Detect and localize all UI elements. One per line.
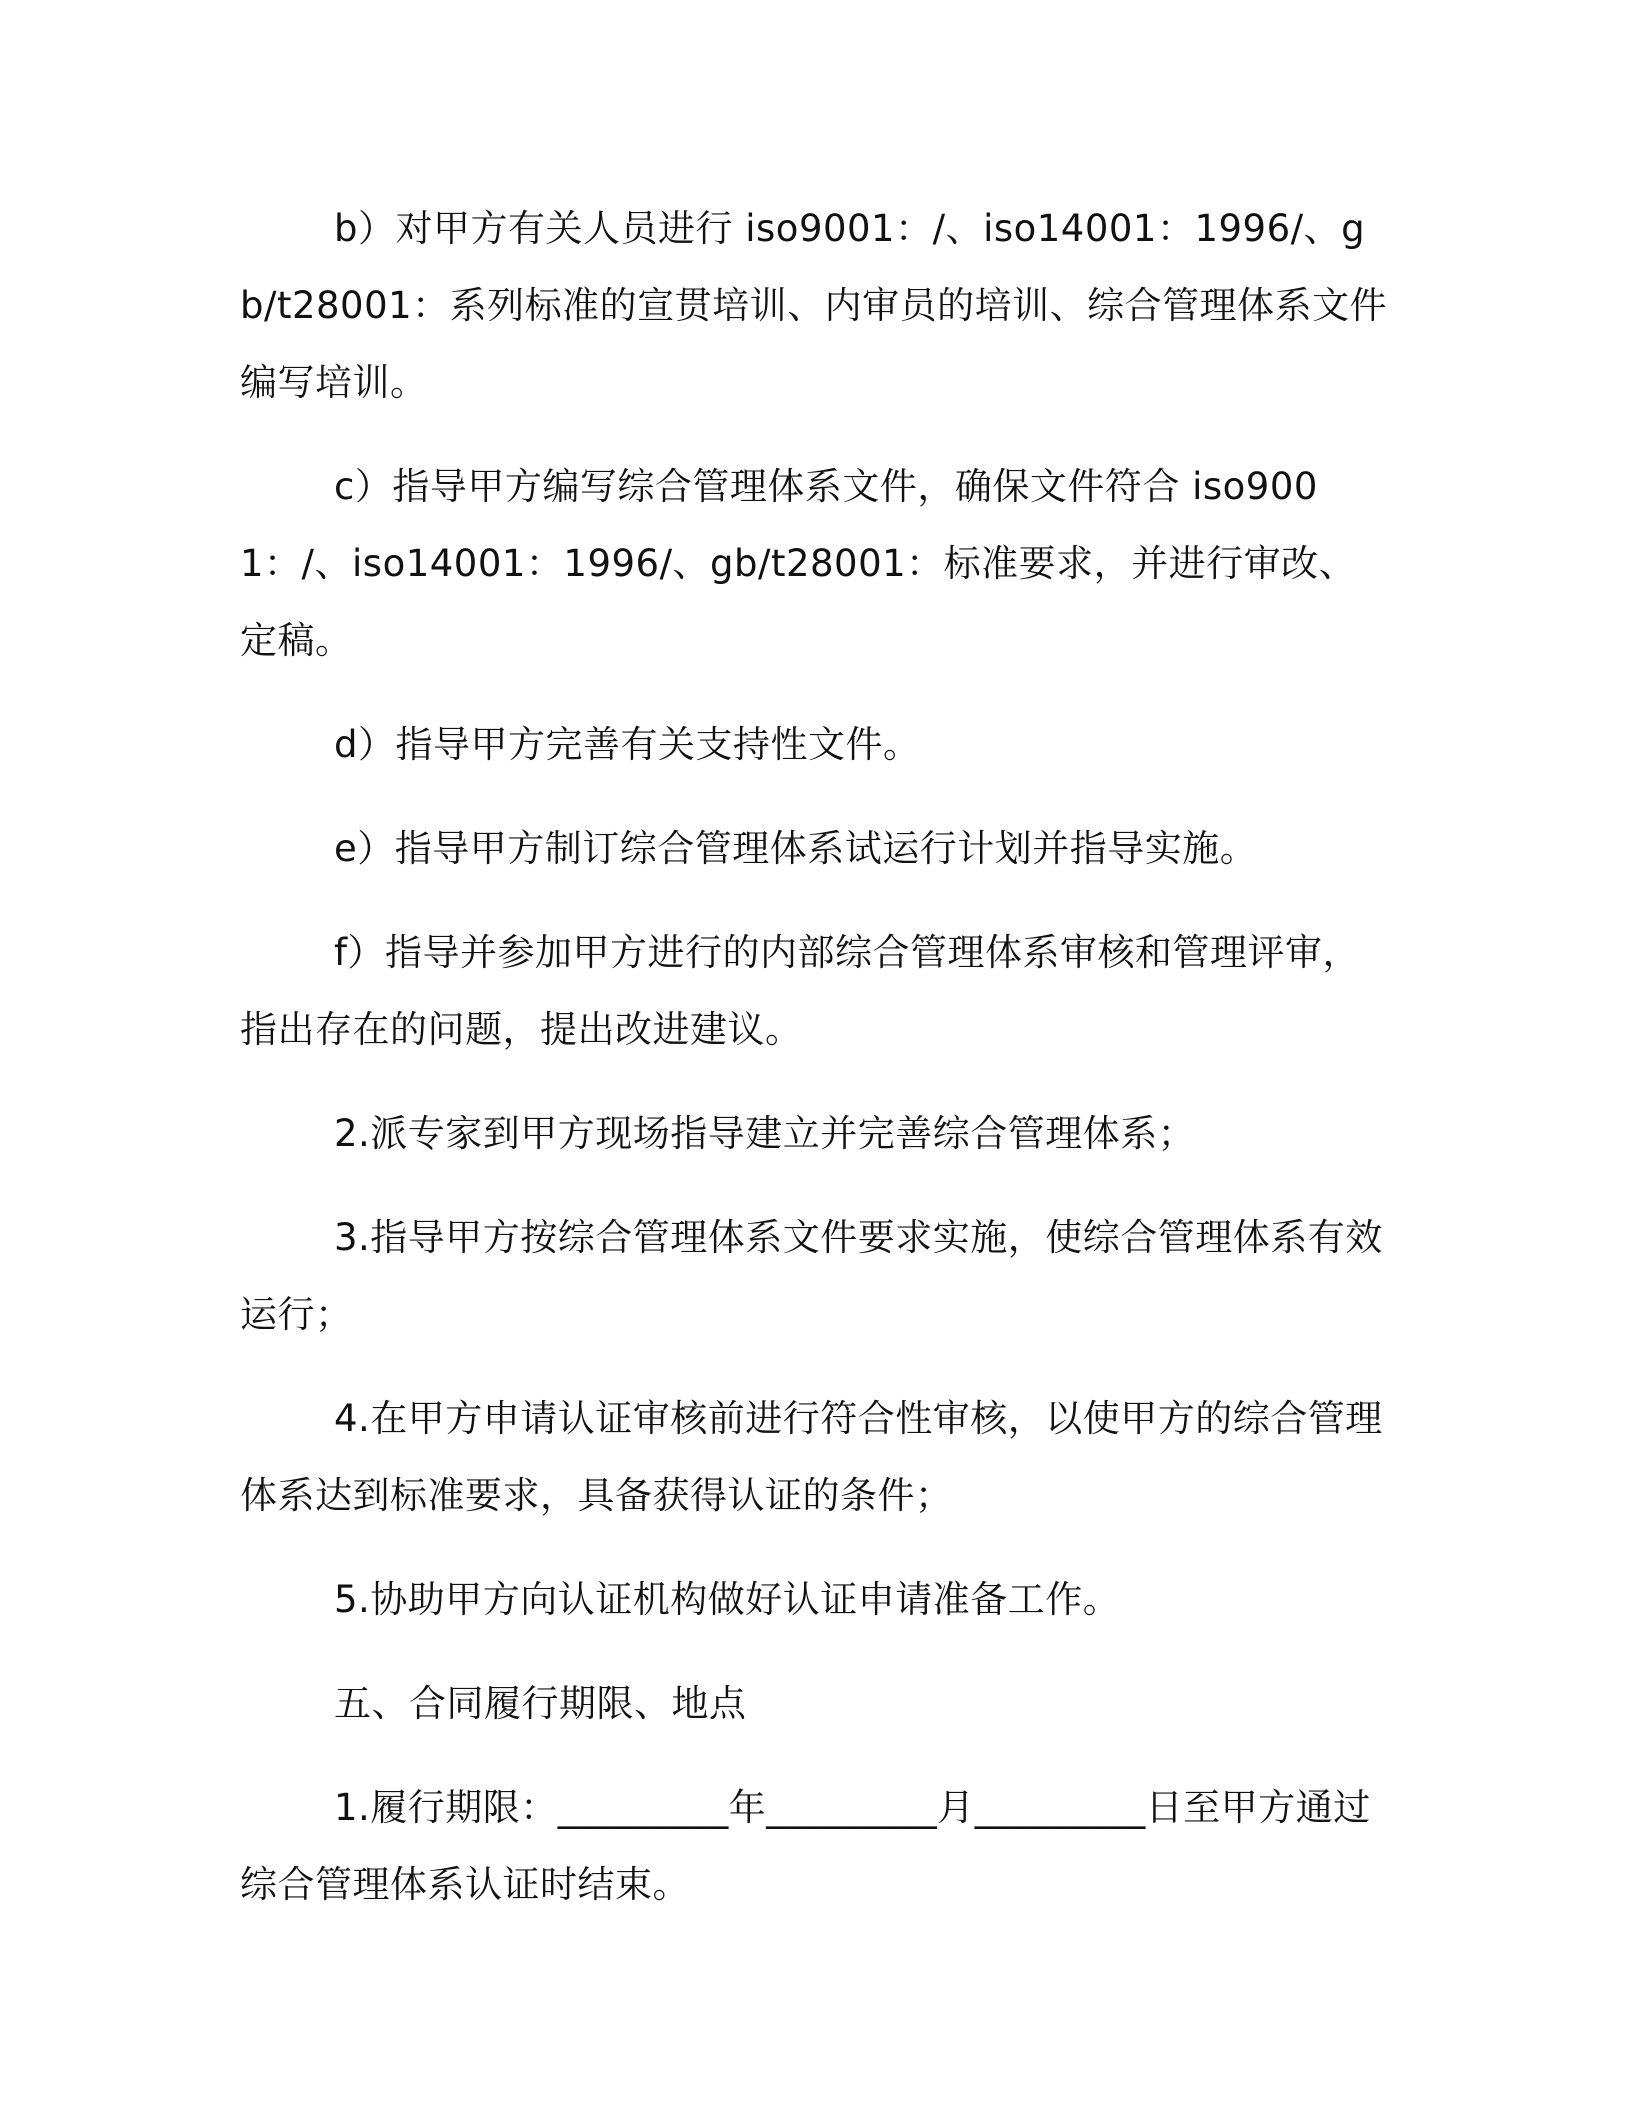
- paragraph-performance-term: 1.履行期限：_________年_________月_________日至甲方通过综合管理体系认证时结束。: [240, 1786, 1371, 1906]
- section-heading-term-location: 五、合同履行期限、地点: [334, 1682, 747, 1725]
- paragraph-internal-audit: f）指导并参加甲方进行的内部综合管理体系审核和管理评审，指出存在的问题，提出改进建议。: [240, 931, 1361, 1051]
- paragraph-supporting-files: d）指导甲方完善有关支持性文件。: [334, 723, 921, 766]
- paragraph-conformity-audit: 4.在甲方申请认证审核前进行符合性审核，以使甲方的综合管理体系达到标准要求，具备获得认证的条件；: [240, 1397, 1383, 1517]
- document-body: [240, 190, 1390, 1950]
- paragraph-onsite-experts: 2.派专家到甲方现场指导建立并完善综合管理体系；: [334, 1112, 1196, 1155]
- paragraph-trial-run: e）指导甲方制订综合管理体系试运行计划并指导实施。: [334, 827, 1258, 870]
- paragraph-implementation: 3.指导甲方按综合管理体系文件要求实施，使综合管理体系有效运行；: [240, 1216, 1383, 1336]
- paragraph-training: b）对甲方有关人员进行 iso9001：/、iso14001：1996/、gb/t28001：系列标准的宣贯培训、内审员的培训、综合管理体系文件编写培训。: [240, 207, 1388, 404]
- paragraph-document-writing: c）指导甲方编写综合管理体系文件，确保文件符合 iso9001：/、iso14001：1996/、gb/t28001：标准要求，并进行审改、定稿。: [240, 465, 1357, 662]
- paragraph-certification-prep: 5.协助甲方向认证机构做好认证申请准备工作。: [334, 1578, 1121, 1621]
